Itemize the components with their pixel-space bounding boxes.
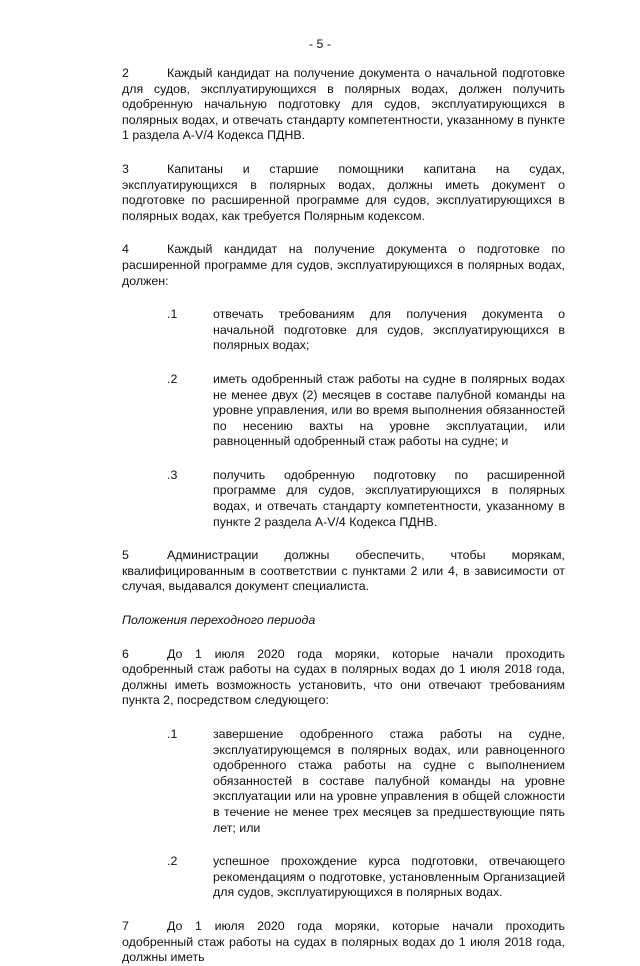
paragraph-6 — [122, 647, 565, 709]
paragraph-number: 2 — [122, 66, 129, 80]
paragraph-text: Капитаны и старшие помощники капитана на судах, эксплуатирующихся в полярных водах, должны иметь документ о подготовке по расширенной программе для судов, эксплуатирующихся в полярных водах, как требуется Полярным кодексом. — [122, 161, 565, 223]
subitem-number: .2 — [167, 854, 178, 869]
paragraph-number: 4 — [122, 242, 129, 257]
paragraph-text: До 1 июля 2020 года моряки, которые начали проходить одобренный стаж работы на судах в полярных водах до 1 июля 2018 года, должны иметь — [122, 918, 565, 965]
paragraph-5 — [122, 548, 565, 595]
subitem-4-3 — [122, 468, 565, 530]
subitem-number: .1 — [167, 307, 178, 322]
subitem-4-1 — [122, 307, 565, 354]
paragraph-number: 6 — [122, 646, 129, 661]
subitem-number: .2 — [167, 371, 178, 386]
subitem-4-2 — [122, 372, 565, 450]
paragraph-text: Администрации должны обеспечить, чтобы морякам, квалифицированным в соответствии с пунктами 2 или 4, в зависимости от случая, выдавался документ специалиста. — [122, 548, 565, 594]
subitem-number: .3 — [167, 467, 178, 482]
paragraph-number: 5 — [122, 548, 129, 563]
page-number: - 5 - — [308, 37, 332, 51]
subitem-text: иметь одобренный стаж работы на судне в полярных водах не менее двух (2) месяцев в составе палубной команды на уровне управления, или во время выполнения обязанностей по несению вахты на уровне эксплуатации, или равноценный одобренный стаж работы на судне; и — [213, 371, 565, 449]
subitem-text: отвечать требованиям для получения документа о начальной подготовке для судов, эксплуатирующихся в полярных водах; — [213, 307, 565, 353]
subitem-6-2 — [122, 854, 565, 901]
subitem-number: .1 — [167, 727, 178, 741]
paragraph-number: 3 — [122, 161, 129, 176]
section-heading: Положения переходного периода — [122, 613, 316, 628]
paragraph-2 — [122, 66, 565, 144]
paragraph-text: Каждый кандидат на получение документа о подготовке по расширенной программе для судов, эксплуатирующихся в полярных водах, должен: — [122, 242, 565, 288]
paragraph-7 — [122, 919, 565, 966]
paragraph-text: До 1 июля 2020 года моряки, которые начали проходить одобренный стаж работы на судах в полярных водах до 1 июля 2018 года, должны иметь возможность установить, что они отвечают требованиям пункта 2, посредством следующего: — [122, 646, 565, 708]
subitem-text: успешное прохождение курса подготовки, отвечающего рекомендациям о подготовке, установленным Организацией для судов, эксплуатирующихся в полярных водах. — [213, 854, 565, 900]
subitem-6-1 — [122, 727, 565, 836]
paragraph-text: Каждый кандидат на получение документа о начальной подготовке для судов, эксплуатирующихся в полярных водах, должен получить одобренную начальную подготовку для судов, эксплуатирующихся в полярных водах, и отвечать стандарту компетентности, указанному в пункте 1 раздела A-V/4 Кодекса ПДНВ. — [122, 66, 565, 143]
document-body — [122, 66, 565, 966]
paragraph-4 — [122, 242, 565, 289]
subitem-text: завершение одобренного стажа работы на судне, эксплуатирующемся в полярных водах, или равноценного одобренного стажа работы на судне с выполнением обязанностей в составе палубной команды на уровне эксплуатации или на уровне управления в общей сложности в течение не менее трех месяцев за предшествующие пять лет; или — [213, 727, 565, 835]
paragraph-number: 7 — [122, 918, 129, 933]
subitem-text: получить одобренную подготовку по расширенной программе для судов, эксплуатирующихся в полярных водах, и отвечать стандарту компетентности, указанному в пункте 2 раздела A-V/4 Кодекса ПДНВ. — [213, 467, 565, 529]
paragraph-3 — [122, 162, 565, 224]
